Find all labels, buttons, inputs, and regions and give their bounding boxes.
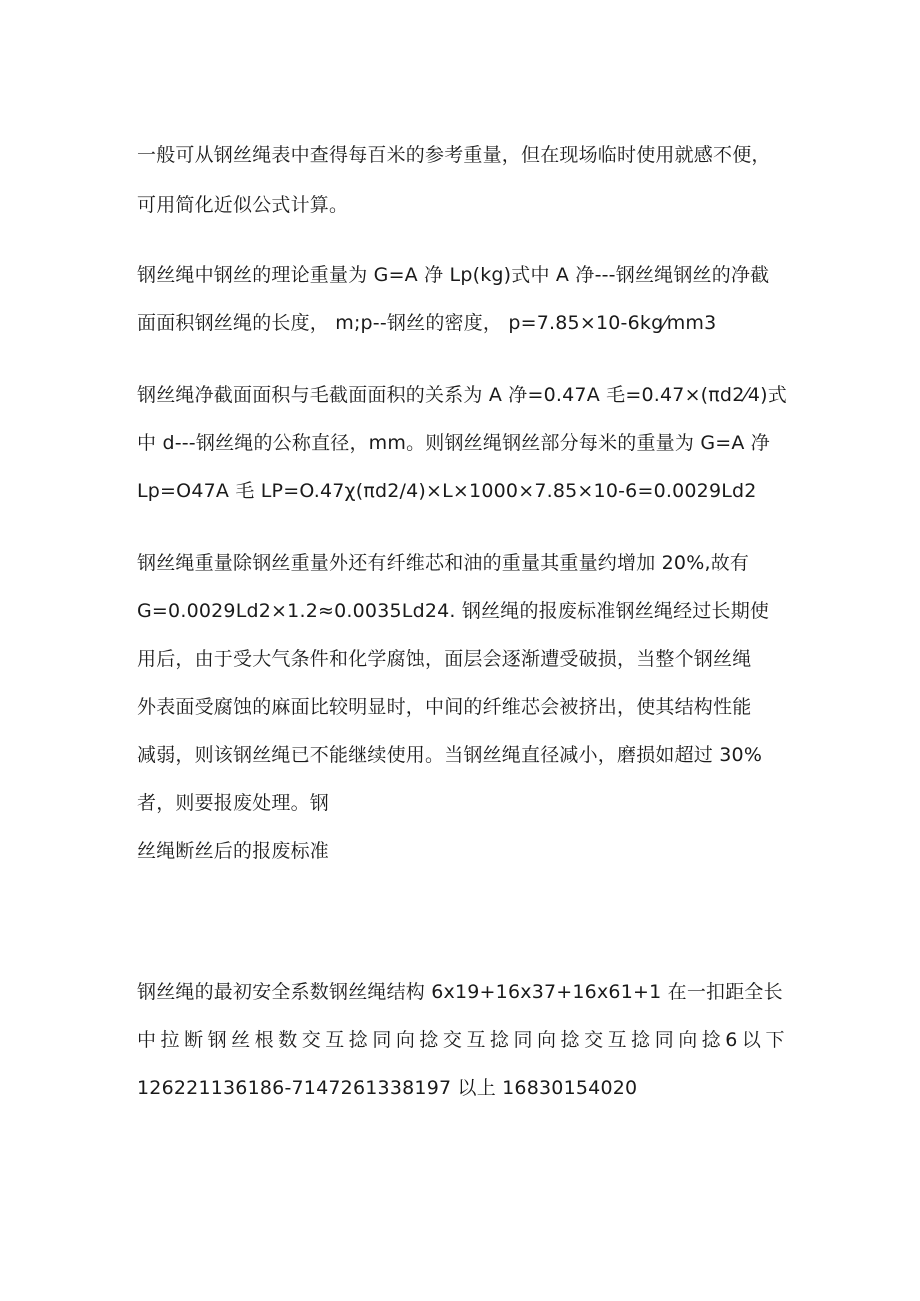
paragraph-line-13: 者，则要报废处理。钢	[137, 792, 330, 814]
justified-glyph: 同	[372, 1029, 392, 1051]
paragraph-line-11: 外表面受腐蚀的麻面比较明显时，中间的纤维芯会被挤出，使其结构性能	[137, 696, 752, 718]
justified-glyph: 以	[741, 1029, 762, 1051]
justified-glyph: 交	[301, 1029, 321, 1051]
justified-glyph: 根	[254, 1029, 274, 1051]
justified-glyph: 钢	[207, 1029, 227, 1051]
justified-glyph: 向	[537, 1029, 557, 1051]
justified-glyph: 交	[584, 1029, 604, 1051]
paragraph-line-5: 钢丝绳净截面面积与毛截面面积的关系为 A 净=0.47A 毛=0.47×(πd2⁄4)式	[137, 384, 787, 406]
paragraph-line-8: 钢丝绳重量除钢丝重量外还有纤维芯和油的重量其重量约增加 20%,故有	[137, 552, 750, 574]
paragraph-line-10: 用后，由于受大气条件和化学腐蚀，面层会逐渐遭受破损，当整个钢丝绳	[137, 648, 752, 670]
paragraph-line-6: 中 d---钢丝绳的公称直径，mm。则钢丝绳钢丝部分每米的重量为 G=A 净	[137, 432, 771, 454]
justified-glyph: 丝	[231, 1029, 251, 1051]
justified-glyph: 向	[395, 1029, 416, 1051]
justified-glyph: 捻	[348, 1029, 368, 1051]
justified-glyph: 拉	[160, 1029, 180, 1051]
paragraph-line-9: G=0.0029Ld2×1.2≈0.0035Ld24. 钢丝绳的报废标准钢丝绳经过长期使	[137, 600, 770, 622]
justified-glyph: 断	[184, 1029, 204, 1051]
paragraph-line-1: 一般可从钢丝绳表中查得每百米的参考重量，但在现场临时使用就感不便，	[137, 144, 771, 166]
justified-glyph: 同	[654, 1029, 674, 1051]
justified-glyph: 互	[466, 1029, 486, 1051]
paragraph-line-2: 可用简化近似公式计算。	[137, 194, 349, 216]
justified-glyph: 捻	[560, 1029, 580, 1051]
justified-glyph: 数	[278, 1029, 298, 1051]
justified-glyph: 捻	[701, 1029, 721, 1051]
justified-glyph: 捻	[419, 1029, 439, 1051]
justified-glyph: 下	[765, 1029, 785, 1051]
paragraph-line-3: 钢丝绳中钢丝的理论重量为 G=A 净 Lp(kg)式中 A 净---钢丝绳钢丝的净截	[137, 264, 770, 286]
justified-glyph: 互	[325, 1029, 345, 1051]
justified-glyph: 捻	[489, 1029, 510, 1051]
justified-glyph: 交	[442, 1029, 463, 1051]
paragraph-line-12: 减弱，则该钢丝绳已不能继续使用。当钢丝绳直径减小，磨损如超过 30%	[137, 744, 763, 766]
paragraph-line-17: 126221136186-7147261338197 以上 16830154020	[137, 1077, 638, 1099]
justified-glyph: 捻	[631, 1029, 651, 1051]
justified-glyph: 中	[137, 1029, 157, 1051]
justified-glyph: 同	[513, 1029, 533, 1051]
paragraph-line-4: 面面积钢丝绳的长度， m;p--钢丝的密度， p=7.85×10-6kg⁄mm3	[137, 312, 717, 334]
paragraph-line-7: Lp=O47A 毛 LP=O.47χ(πd2/4)×L×1000×7.85×10-6=0.0029Ld2	[137, 480, 757, 502]
paragraph-line-16	[137, 1028, 785, 1052]
paragraph-line-14: 丝绳断丝后的报废标准	[137, 840, 330, 862]
justified-glyph: 6	[725, 1029, 738, 1051]
justified-glyph: 互	[607, 1029, 627, 1051]
justified-glyph: 向	[678, 1029, 698, 1051]
paragraph-line-15: 钢丝绳的最初安全系数钢丝绳结构 6x19+16x37+16x61+1 在一扣距全长	[137, 981, 783, 1003]
